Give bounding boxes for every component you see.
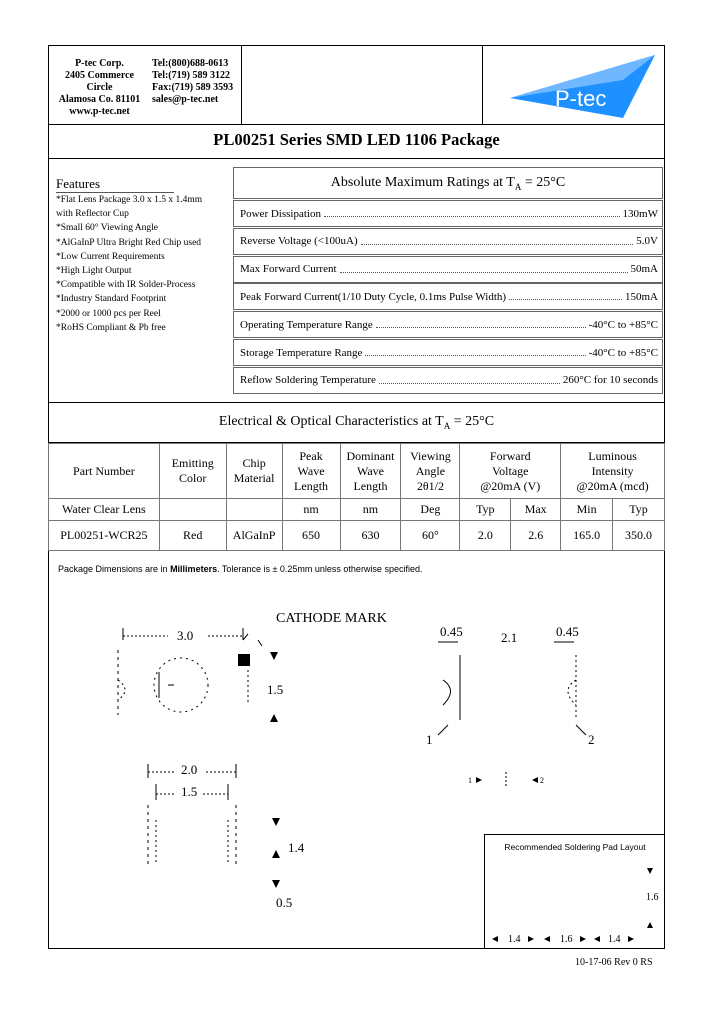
- title-divider: [48, 158, 665, 159]
- revision-footer: 10-17-06 Rev 0 RS: [575, 957, 653, 968]
- electrical-table: [48, 443, 665, 551]
- electrical-units-row: [49, 499, 665, 521]
- symbol-pin1: 1: [468, 776, 472, 785]
- pad-notch: [118, 680, 125, 700]
- dim-15a: 1.5: [267, 682, 284, 697]
- rating-row: [233, 200, 663, 227]
- feature-item: *Flat Lens Package 3.0 x 1.5 x 1.4mm: [56, 195, 203, 205]
- electrical-header-row: [49, 444, 665, 499]
- feature-item: *RoHS Compliant & Pb free: [56, 322, 166, 333]
- rating-value: 5.0V: [636, 235, 658, 248]
- rating-label: Peak Forward Current(1/10 Duty Cycle, 0.1ms Pulse Width): [240, 290, 507, 303]
- units-view: Deg: [401, 499, 460, 521]
- section-divider: [48, 402, 665, 403]
- cathode-mark: [238, 654, 250, 666]
- rating-label: Storage Temperature Range: [240, 346, 363, 359]
- header-peak-wavelength: Peak Wave Length: [282, 444, 340, 499]
- dim-20: 2.0: [181, 762, 198, 777]
- rating-label: Max Forward Current: [240, 263, 337, 276]
- units-lens: Water Clear Lens: [49, 499, 160, 521]
- ratings-heading-tail: = 25°C: [521, 175, 566, 190]
- pad-layout-title: Recommended Soldering Pad Layout: [504, 842, 646, 852]
- electrical-heading-sub: A: [443, 420, 451, 431]
- symbol-pin2: 2: [540, 776, 544, 785]
- feature-item: *High Light Output: [56, 266, 132, 276]
- ratings-heading-text: Absolute Maximum Ratings at T: [330, 175, 515, 190]
- rating-row: [233, 311, 663, 338]
- header-chip-material: Chip Material: [226, 444, 282, 499]
- arrow: [544, 936, 550, 942]
- header-dominant-wavelength: Dominant Wave Length: [340, 444, 401, 499]
- pin-pointer: [438, 725, 448, 735]
- symbol-arrow: [476, 777, 482, 783]
- rating-value: 130mW: [622, 207, 658, 220]
- pad-w3: 1.4: [608, 934, 621, 945]
- header-part: Part Number: [49, 444, 160, 499]
- feature-item: *Compatible with IR Solder-Process: [56, 280, 196, 291]
- rating-label: Reflow Soldering Temperature: [240, 374, 376, 387]
- units-peak: nm: [282, 499, 340, 521]
- dim-14: 1.4: [288, 840, 305, 855]
- dim-15b: 1.5: [181, 784, 198, 799]
- dot-leader: [340, 272, 628, 273]
- cathode-pointer: [243, 634, 248, 640]
- arrow: [272, 850, 280, 858]
- company-fax: Fax:(719) 589 3593: [152, 82, 234, 93]
- ptec-logo: [505, 50, 660, 120]
- note-pre: Package Dimensions are in: [58, 564, 171, 574]
- rating-label: Operating Temperature Range: [240, 318, 373, 331]
- dot-leader: [509, 299, 622, 300]
- dim-30: 3.0: [177, 628, 194, 643]
- units-chip: [226, 499, 282, 521]
- arrow: [270, 652, 278, 660]
- note-post: . Tolerance is ± 0.25mm unless otherwise specified.: [217, 564, 423, 574]
- cell-iv-min: 165.0: [561, 521, 613, 551]
- units-dom: nm: [340, 499, 401, 521]
- side-view: [426, 624, 595, 747]
- units-vf-typ: Typ: [460, 499, 511, 521]
- pad-box-top: [484, 834, 665, 835]
- dim-045b: 0.45: [556, 624, 579, 639]
- company-tel2: Tel:(719) 589 3122: [152, 70, 230, 81]
- cell-iv-typ: 350.0: [613, 521, 665, 551]
- header-divider-v2: [482, 45, 483, 124]
- header-forward-voltage: Forward Voltage @20mA (V): [460, 444, 561, 499]
- front-view: [148, 762, 305, 910]
- dot-leader: [324, 216, 620, 217]
- company-address2: Alamosa Co. 81101: [58, 94, 141, 105]
- electrical-heading-tail: = 25°C: [450, 414, 495, 429]
- header-viewing-angle: Viewing Angle 2θ1/2: [401, 444, 460, 499]
- side-pad: [443, 680, 451, 705]
- rating-row: [233, 339, 663, 366]
- rating-row: [233, 283, 663, 310]
- cell-vf-max: 2.6: [511, 521, 561, 551]
- arrow: [647, 922, 653, 928]
- arrow: [270, 714, 278, 722]
- rating-value: 260°C for 10 seconds: [562, 374, 658, 387]
- dot-leader: [365, 355, 585, 356]
- electrical-data-row: [49, 521, 665, 551]
- lens-outline: [154, 658, 208, 712]
- pad-layout-diagram: [484, 860, 665, 949]
- cell-part: PL00251-WCR25: [49, 521, 160, 551]
- rating-row: [233, 228, 663, 255]
- cell-view: 60°: [401, 521, 460, 551]
- pin-pointer: [576, 725, 586, 735]
- dim-045a: 0.45: [440, 624, 463, 639]
- header-divider-v1: [241, 45, 242, 124]
- contact-block: [152, 58, 237, 106]
- top-view: [118, 628, 283, 722]
- pad-height: 1.6: [646, 892, 659, 903]
- cell-peak: 650: [282, 521, 340, 551]
- pad-w1: 1.4: [508, 934, 521, 945]
- arrow: [528, 936, 534, 942]
- rating-value: -40°C to +85°C: [588, 318, 658, 331]
- header-divider: [48, 124, 665, 125]
- electrical-heading: [48, 414, 665, 431]
- header-emitting-color: Emitting Color: [159, 444, 226, 499]
- pad-w2: 1.6: [560, 934, 573, 945]
- feature-item: *Industry Standard Footprint: [56, 294, 167, 305]
- package-note: [58, 564, 422, 574]
- page-title: PL00251 Series SMD LED 1106 Package: [213, 130, 500, 149]
- rating-value: -40°C to +85°C: [588, 346, 658, 359]
- side-pad: [568, 680, 576, 705]
- cathode-pointer: [258, 640, 262, 646]
- cell-dom: 630: [340, 521, 401, 551]
- feature-item: *AlGaInP Ultra Bright Red Chip used: [56, 237, 202, 248]
- company-tel: Tel:(800)688-0613: [152, 58, 229, 69]
- features-heading: Features: [56, 176, 101, 191]
- arrow: [594, 936, 600, 942]
- arrow: [647, 868, 653, 874]
- company-name: P-tec Corp.: [75, 58, 124, 69]
- led-symbol: [468, 772, 544, 788]
- units-iv-typ: Typ: [613, 499, 665, 521]
- ratings-heading: [233, 167, 663, 199]
- arrow: [272, 880, 280, 888]
- electrical-heading-text: Electrical & Optical Characteristics at T: [218, 414, 444, 429]
- rating-value: 150mA: [625, 290, 658, 303]
- feature-item: *Small 60° Viewing Angle: [56, 223, 159, 234]
- ratings-heading-sub: A: [514, 181, 522, 192]
- company-email: sales@p-tec.net: [152, 94, 219, 105]
- arrow: [628, 936, 634, 942]
- units-color: [159, 499, 226, 521]
- rating-label: Reverse Voltage (<100uA): [240, 235, 358, 248]
- arrow: [492, 936, 498, 942]
- feature-item: with Reflector Cup: [56, 209, 129, 220]
- pin1-label: 1: [426, 732, 433, 747]
- dot-leader: [379, 383, 560, 384]
- company-block: [52, 58, 147, 118]
- company-address1: 2405 Commerce Circle: [65, 70, 134, 93]
- logo-text: P-tec: [555, 86, 607, 111]
- dim-05: 0.5: [276, 895, 293, 910]
- pin2-label: 2: [588, 732, 595, 747]
- units-iv-min: Min: [561, 499, 613, 521]
- feature-item: *2000 or 1000 pcs per Reel: [56, 308, 161, 319]
- arrow: [580, 936, 586, 942]
- company-web: www.p-tec.net: [69, 106, 130, 117]
- dot-leader: [376, 327, 586, 328]
- cell-vf-typ: 2.0: [460, 521, 511, 551]
- dim-21: 2.1: [501, 630, 518, 645]
- rating-label: Power Dissipation: [240, 207, 321, 220]
- rating-value: 50mA: [630, 263, 658, 276]
- rating-row: [233, 256, 663, 283]
- note-bold: Millimeters: [170, 564, 218, 574]
- feature-item: *Low Current Requirements: [56, 251, 165, 262]
- cathode-mark-label: CATHODE MARK: [276, 611, 387, 626]
- arrow: [272, 818, 280, 826]
- dot-leader: [361, 244, 634, 245]
- rating-row: [233, 367, 663, 394]
- symbol-arrow: [532, 777, 538, 783]
- units-vf-max: Max: [511, 499, 561, 521]
- header-luminous-intensity: Luminous Intensity @20mA (mcd): [561, 444, 665, 499]
- cell-color: Red: [159, 521, 226, 551]
- cell-chip: AlGaInP: [226, 521, 282, 551]
